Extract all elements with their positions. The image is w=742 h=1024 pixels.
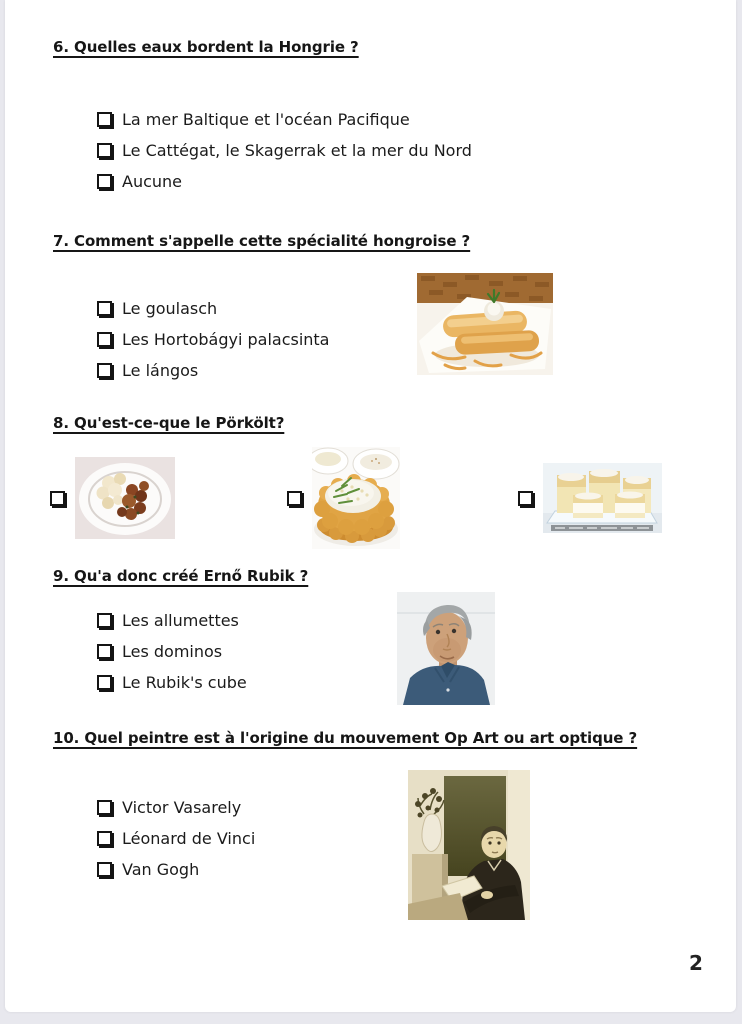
- question-10-title: 10. Quel peintre est à l'origine du mouvement Op Art ou art optique ?: [53, 729, 638, 747]
- question-10: [5, 727, 736, 885]
- hortobagyi-palacsinta-photo: [417, 273, 553, 375]
- option-label: Le Cattégat, le Skagerrak et la mer du Nord: [122, 141, 472, 160]
- erno-rubik-photo: [397, 592, 495, 705]
- question-9-title: 9. Qu'a donc créé Ernő Rubik ?: [53, 567, 309, 585]
- image-option-row: [518, 463, 662, 533]
- checkbox-icon[interactable]: [97, 143, 112, 158]
- option-label: Le Rubik's cube: [122, 673, 247, 692]
- option-label: Les dominos: [122, 642, 223, 661]
- question-8-image-options: [5, 447, 736, 549]
- option-label: Les Hortobágyi palacsinta: [122, 330, 330, 349]
- question-9: [5, 565, 736, 698]
- checkbox-icon[interactable]: [97, 112, 112, 127]
- question-6-title: 6. Quelles eaux bordent la Hongrie ?: [53, 38, 359, 56]
- checkbox-icon[interactable]: [97, 613, 112, 628]
- image-option-row: [287, 447, 400, 549]
- option-label: Les allumettes: [122, 611, 239, 630]
- checkbox-icon[interactable]: [97, 644, 112, 659]
- checkbox-icon[interactable]: [287, 491, 302, 506]
- checkbox-icon[interactable]: [97, 174, 112, 189]
- page-number: 2: [689, 951, 703, 975]
- option-label: Le goulasch: [122, 299, 218, 318]
- option-label: Van Gogh: [122, 860, 200, 879]
- option-label: Léonard de Vinci: [122, 829, 256, 848]
- checkbox-icon[interactable]: [97, 800, 112, 815]
- option-row: [97, 135, 736, 166]
- option-label: Aucune: [122, 172, 183, 191]
- question-8: [5, 412, 736, 549]
- langos-photo: [312, 447, 400, 549]
- checkbox-icon[interactable]: [50, 491, 65, 506]
- victor-vasarely-photo: [408, 770, 530, 920]
- checkbox-icon[interactable]: [97, 675, 112, 690]
- question-7-title: 7. Comment s'appelle cette spécialité hongroise ?: [53, 232, 471, 250]
- kremes-photo: [543, 463, 662, 533]
- option-label: La mer Baltique et l'océan Pacifique: [122, 110, 410, 129]
- checkbox-icon[interactable]: [97, 862, 112, 877]
- checkbox-icon[interactable]: [97, 332, 112, 347]
- checkbox-icon[interactable]: [97, 363, 112, 378]
- question-7: [5, 230, 736, 386]
- checkbox-icon[interactable]: [518, 491, 533, 506]
- quiz-page: [5, 0, 736, 1012]
- checkbox-icon[interactable]: [97, 831, 112, 846]
- option-label: Victor Vasarely: [122, 798, 242, 817]
- option-label: Le lángos: [122, 361, 199, 380]
- question-6: [5, 36, 736, 197]
- question-8-title: 8. Qu'est-ce-que le Pörkölt?: [53, 414, 285, 432]
- porkolt-stew-photo: [75, 457, 175, 539]
- image-option-row: [50, 457, 175, 539]
- question-6-options: [97, 104, 736, 197]
- option-row: [97, 166, 736, 197]
- option-row: [97, 104, 736, 135]
- checkbox-icon[interactable]: [97, 301, 112, 316]
